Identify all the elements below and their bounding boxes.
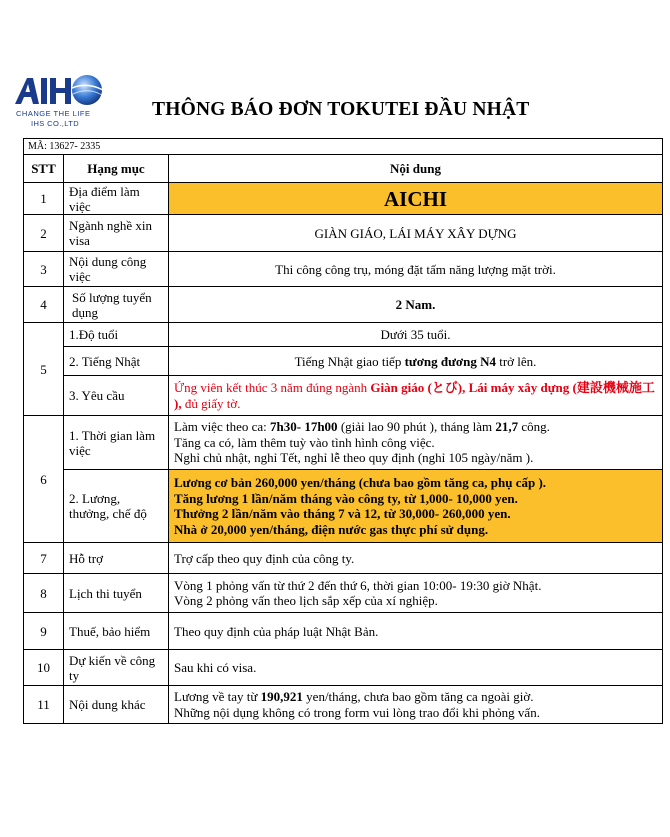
text-run: Làm việc theo ca: — [174, 419, 271, 435]
job-code: MÃ: 13627- 2335 — [24, 139, 663, 155]
text-line: Những nội dụng không có trong form vui lòng trao đổi khi phỏng vấn. — [174, 704, 540, 720]
table-row — [24, 574, 663, 613]
text-run-bold: Giàn giáo (とび), Lái máy xây dựng (建設機械施工 ), — [174, 380, 655, 411]
table-row — [24, 416, 663, 470]
company-logo — [13, 72, 105, 132]
text-run-bold: 190,921 — [260, 689, 303, 704]
table-row — [24, 470, 663, 543]
table-row — [24, 543, 663, 574]
col-stt: STT — [24, 155, 64, 183]
expected-start: Sau khi có visa. — [169, 650, 663, 686]
row-category: Số lượng tuyển dụng — [64, 287, 169, 323]
table-row — [24, 613, 663, 650]
logo-tagline: CHANGE THE LIFE — [16, 109, 91, 118]
text-line — [174, 689, 657, 705]
row-number: 10 — [24, 650, 64, 686]
recruit-quantity: 2 Nam. — [169, 287, 663, 323]
visa-occupation: GIÀN GIÁO, LÁI MÁY XÂY DỰNG — [169, 215, 663, 252]
text-run: yen/tháng, chưa bao gồm tăng ca ngoài giờ. — [302, 689, 534, 704]
row-category: Ngành nghề xin visa — [64, 215, 169, 252]
text-run: Ứng viên kết thúc 3 năm đúng ngành — [174, 380, 371, 395]
col-category: Hạng mục — [64, 155, 169, 183]
text-run: công. — [518, 419, 550, 435]
text-run: Tiếng Nhật giao tiếp — [294, 353, 405, 369]
text-run-bold: 7h30- 17h00 — [270, 419, 338, 435]
table-row — [24, 287, 663, 323]
row-category: 1.Độ tuổi — [64, 323, 169, 347]
age-requirement: Dưới 35 tuổi. — [169, 323, 663, 347]
text-line: Tăng lương 1 lần/năm tháng vào công ty, từ 1,000- 10,000 yen. — [174, 490, 518, 506]
row-category: Nội dung khác — [64, 686, 169, 724]
row-category: 3. Yêu cầu — [64, 376, 169, 416]
text-run: đủ giấy tờ. — [181, 395, 241, 411]
code-row — [24, 139, 663, 155]
row-category: 2. Tiếng Nhật — [64, 347, 169, 376]
row-number: 11 — [24, 686, 64, 724]
row-number: 4 — [24, 287, 64, 323]
work-location: AICHI — [169, 183, 663, 215]
other-content — [169, 686, 663, 724]
support: Trợ cấp theo quy định của công ty. — [169, 543, 663, 574]
row-number: 8 — [24, 574, 64, 613]
row-number: 9 — [24, 613, 64, 650]
text-run-bold: tương đương N4 — [404, 353, 496, 369]
text-line: Nghỉ chủ nhật, nghỉ Tết, nghỉ lễ theo quy định (nghỉ 105 ngày/năm ). — [174, 450, 534, 466]
text-line: Tăng ca có, làm thêm tuỳ vào tình hình công việc. — [174, 434, 435, 450]
text-run-bold: 21,7 — [495, 419, 519, 435]
logo-mark — [13, 72, 105, 108]
working-time — [169, 416, 663, 470]
table-row — [24, 252, 663, 287]
text-line: Lương cơ bản 260,000 yen/tháng (chưa bao gồm tăng ca, phụ cấp ). — [174, 475, 547, 490]
row-number: 7 — [24, 543, 64, 574]
salary-benefits — [169, 470, 663, 543]
row-number: 6 — [24, 416, 64, 543]
row-category: Hỗ trợ — [64, 543, 169, 574]
row-category: Địa điểm làm việc — [64, 183, 169, 215]
text-line: Vòng 1 phỏng vấn từ thứ 2 đến thứ 6, thời gian 10:00- 19:30 giờ Nhật. — [174, 577, 542, 593]
row-category: Lịch thi tuyển — [64, 574, 169, 613]
header-row — [24, 155, 663, 183]
row-category: 2. Lương, thưởng, chế độ — [64, 470, 169, 543]
text-line — [174, 419, 657, 435]
table-row — [24, 686, 663, 724]
row-number: 5 — [24, 323, 64, 416]
logo-company: IHS CO.,LTD — [31, 119, 80, 128]
table-row — [24, 183, 663, 215]
row-number: 2 — [24, 215, 64, 252]
tax-insurance: Theo quy định của pháp luật Nhật Bản. — [169, 613, 663, 650]
row-category: Thuế, bảo hiểm — [64, 613, 169, 650]
col-content: Nội dung — [169, 155, 663, 183]
job-description: Thi công công trụ, móng đặt tấm năng lượng mặt trời. — [169, 252, 663, 287]
table-row — [24, 376, 663, 416]
row-number: 1 — [24, 183, 64, 215]
job-table — [23, 138, 663, 724]
text-run: (giải lao 90 phút ), tháng làm — [337, 419, 496, 435]
text-line: Nhà ở 20,000 yen/tháng, điện nước gas thực phí sử dụng. — [174, 521, 489, 537]
row-number: 3 — [24, 252, 64, 287]
row-category: 1. Thời gian làm việc — [64, 416, 169, 470]
other-requirement — [169, 376, 663, 416]
table-row — [24, 347, 663, 376]
text-run: trở lên. — [495, 353, 537, 369]
text-line: Thưởng 2 lần/năm vào tháng 7 và 12, từ 30,000- 260,000 yen. — [174, 506, 511, 521]
text-run: Lương về tay từ — [174, 689, 261, 704]
text-line: Vòng 2 phỏng vấn theo lịch sắp xếp của xí nghiệp. — [174, 593, 438, 608]
table-row — [24, 215, 663, 252]
page-title: THÔNG BÁO ĐƠN TOKUTEI ĐẦU NHẬT — [152, 99, 530, 120]
row-category: Nội dung công việc — [64, 252, 169, 287]
interview-schedule — [169, 574, 663, 613]
table-row — [24, 650, 663, 686]
japanese-requirement — [169, 347, 663, 376]
table-row — [24, 323, 663, 347]
row-category: Dự kiến về công ty — [64, 650, 169, 686]
